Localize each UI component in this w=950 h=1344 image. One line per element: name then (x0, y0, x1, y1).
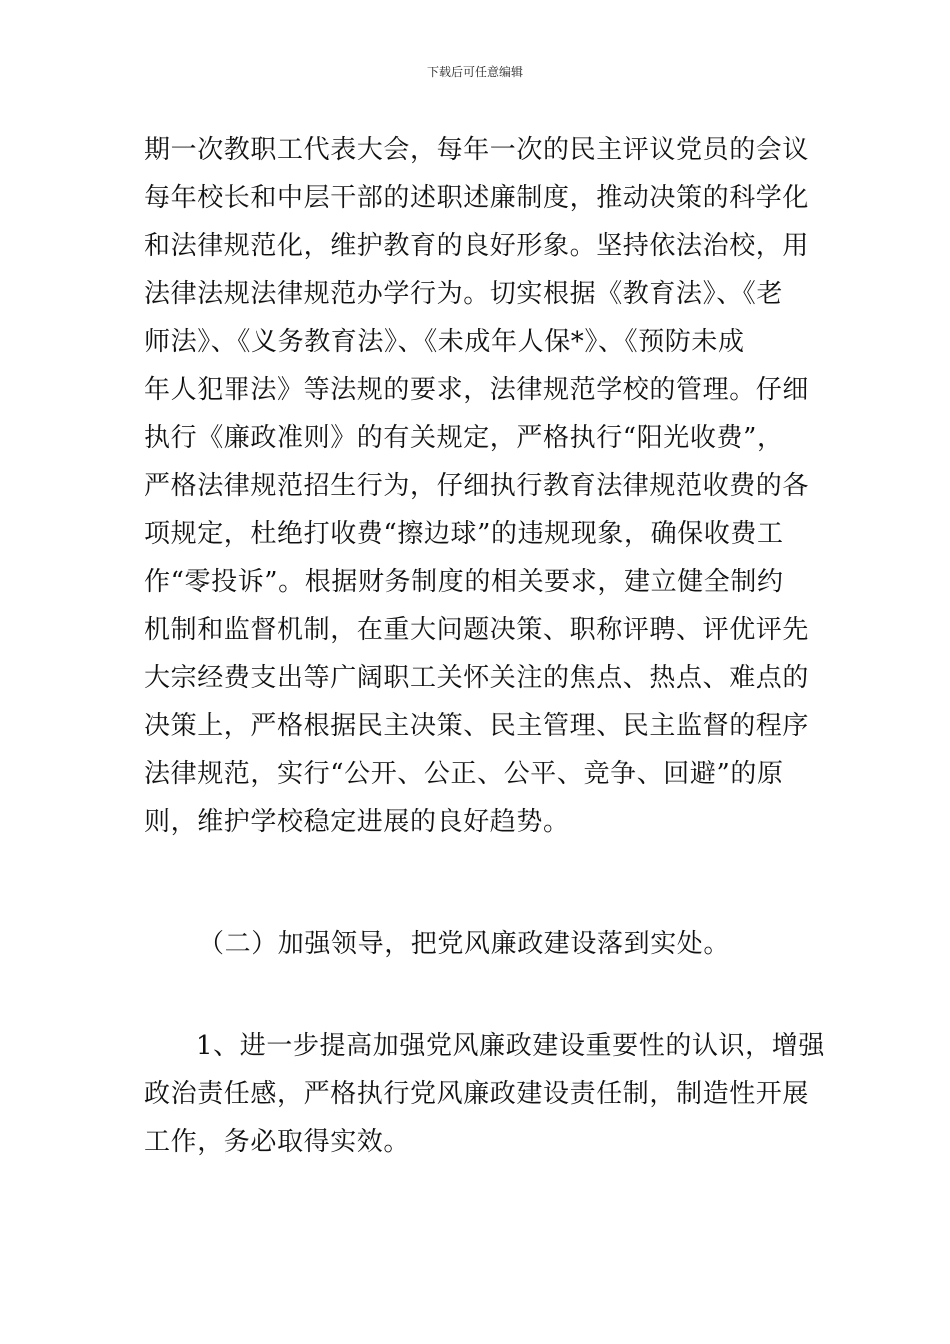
body-paragraph (144, 126, 808, 846)
paragraph-line: 大宗经费支出等广阔职工关怀关注的焦点、热点、难点的 (144, 663, 810, 693)
paragraph-line: 法律规范，实行“公开、公正、公平、竞争、回避”的原 (144, 759, 784, 789)
paragraph-line: 则，维护学校稳定进展的良好趋势。 (144, 807, 570, 837)
paragraph-line: 工作，务必取得实效。 (144, 1127, 411, 1157)
paragraph-line: 执行《廉政准则》的有关规定，严格执行“阳光收费”， (144, 423, 784, 453)
section-heading: （二）加强领导，把党风廉政建设落到实处。 (198, 929, 731, 959)
paragraph-line: 作“零投诉”。根据财务制度的相关要求，建立健全制约 (144, 567, 784, 597)
paragraph-line: 政治责任感，严格执行党风廉政建设责任制，制造性开展 (144, 1079, 810, 1109)
paragraph-line: 年人犯罪法》等法规的要求，法律规范学校的管理。仔细 (144, 375, 810, 405)
paragraph-line: 机制和监督机制，在重大问题决策、职称评聘、评优评先 (144, 615, 810, 645)
paragraph-line: 期一次教职工代表大会，每年一次的民主评议党员的会议 (144, 135, 810, 165)
paragraph-line: 决策上，严格根据民主决策、民主管理、民主监督的程序 (144, 711, 810, 741)
paragraph-line: 项规定，杜绝打收费“擦边球”的违规现象，确保收费工 (144, 519, 784, 549)
paragraph-line: 1、进一步提高加强党风廉政建设重要性的认识，增强 (196, 1031, 825, 1061)
paragraph-line: 师法》、《义务教育法》、《未成年人保*》、《预防未成 (144, 327, 745, 357)
numbered-item-paragraph (144, 1022, 825, 1166)
paragraph-line: 法律法规法律规范办学行为。切实根据《教育法》、《老 (144, 279, 784, 309)
paragraph-line: 和法律规范化，维护教育的良好形象。坚持依法治校，用 (144, 231, 810, 261)
page-header-note: 下载后可任意编辑 (426, 65, 523, 79)
paragraph-line: 严格法律规范招生行为，仔细执行教育法律规范收费的各 (144, 471, 810, 501)
paragraph-line: 每年校长和中层干部的述职述廉制度，推动决策的科学化 (144, 183, 810, 213)
